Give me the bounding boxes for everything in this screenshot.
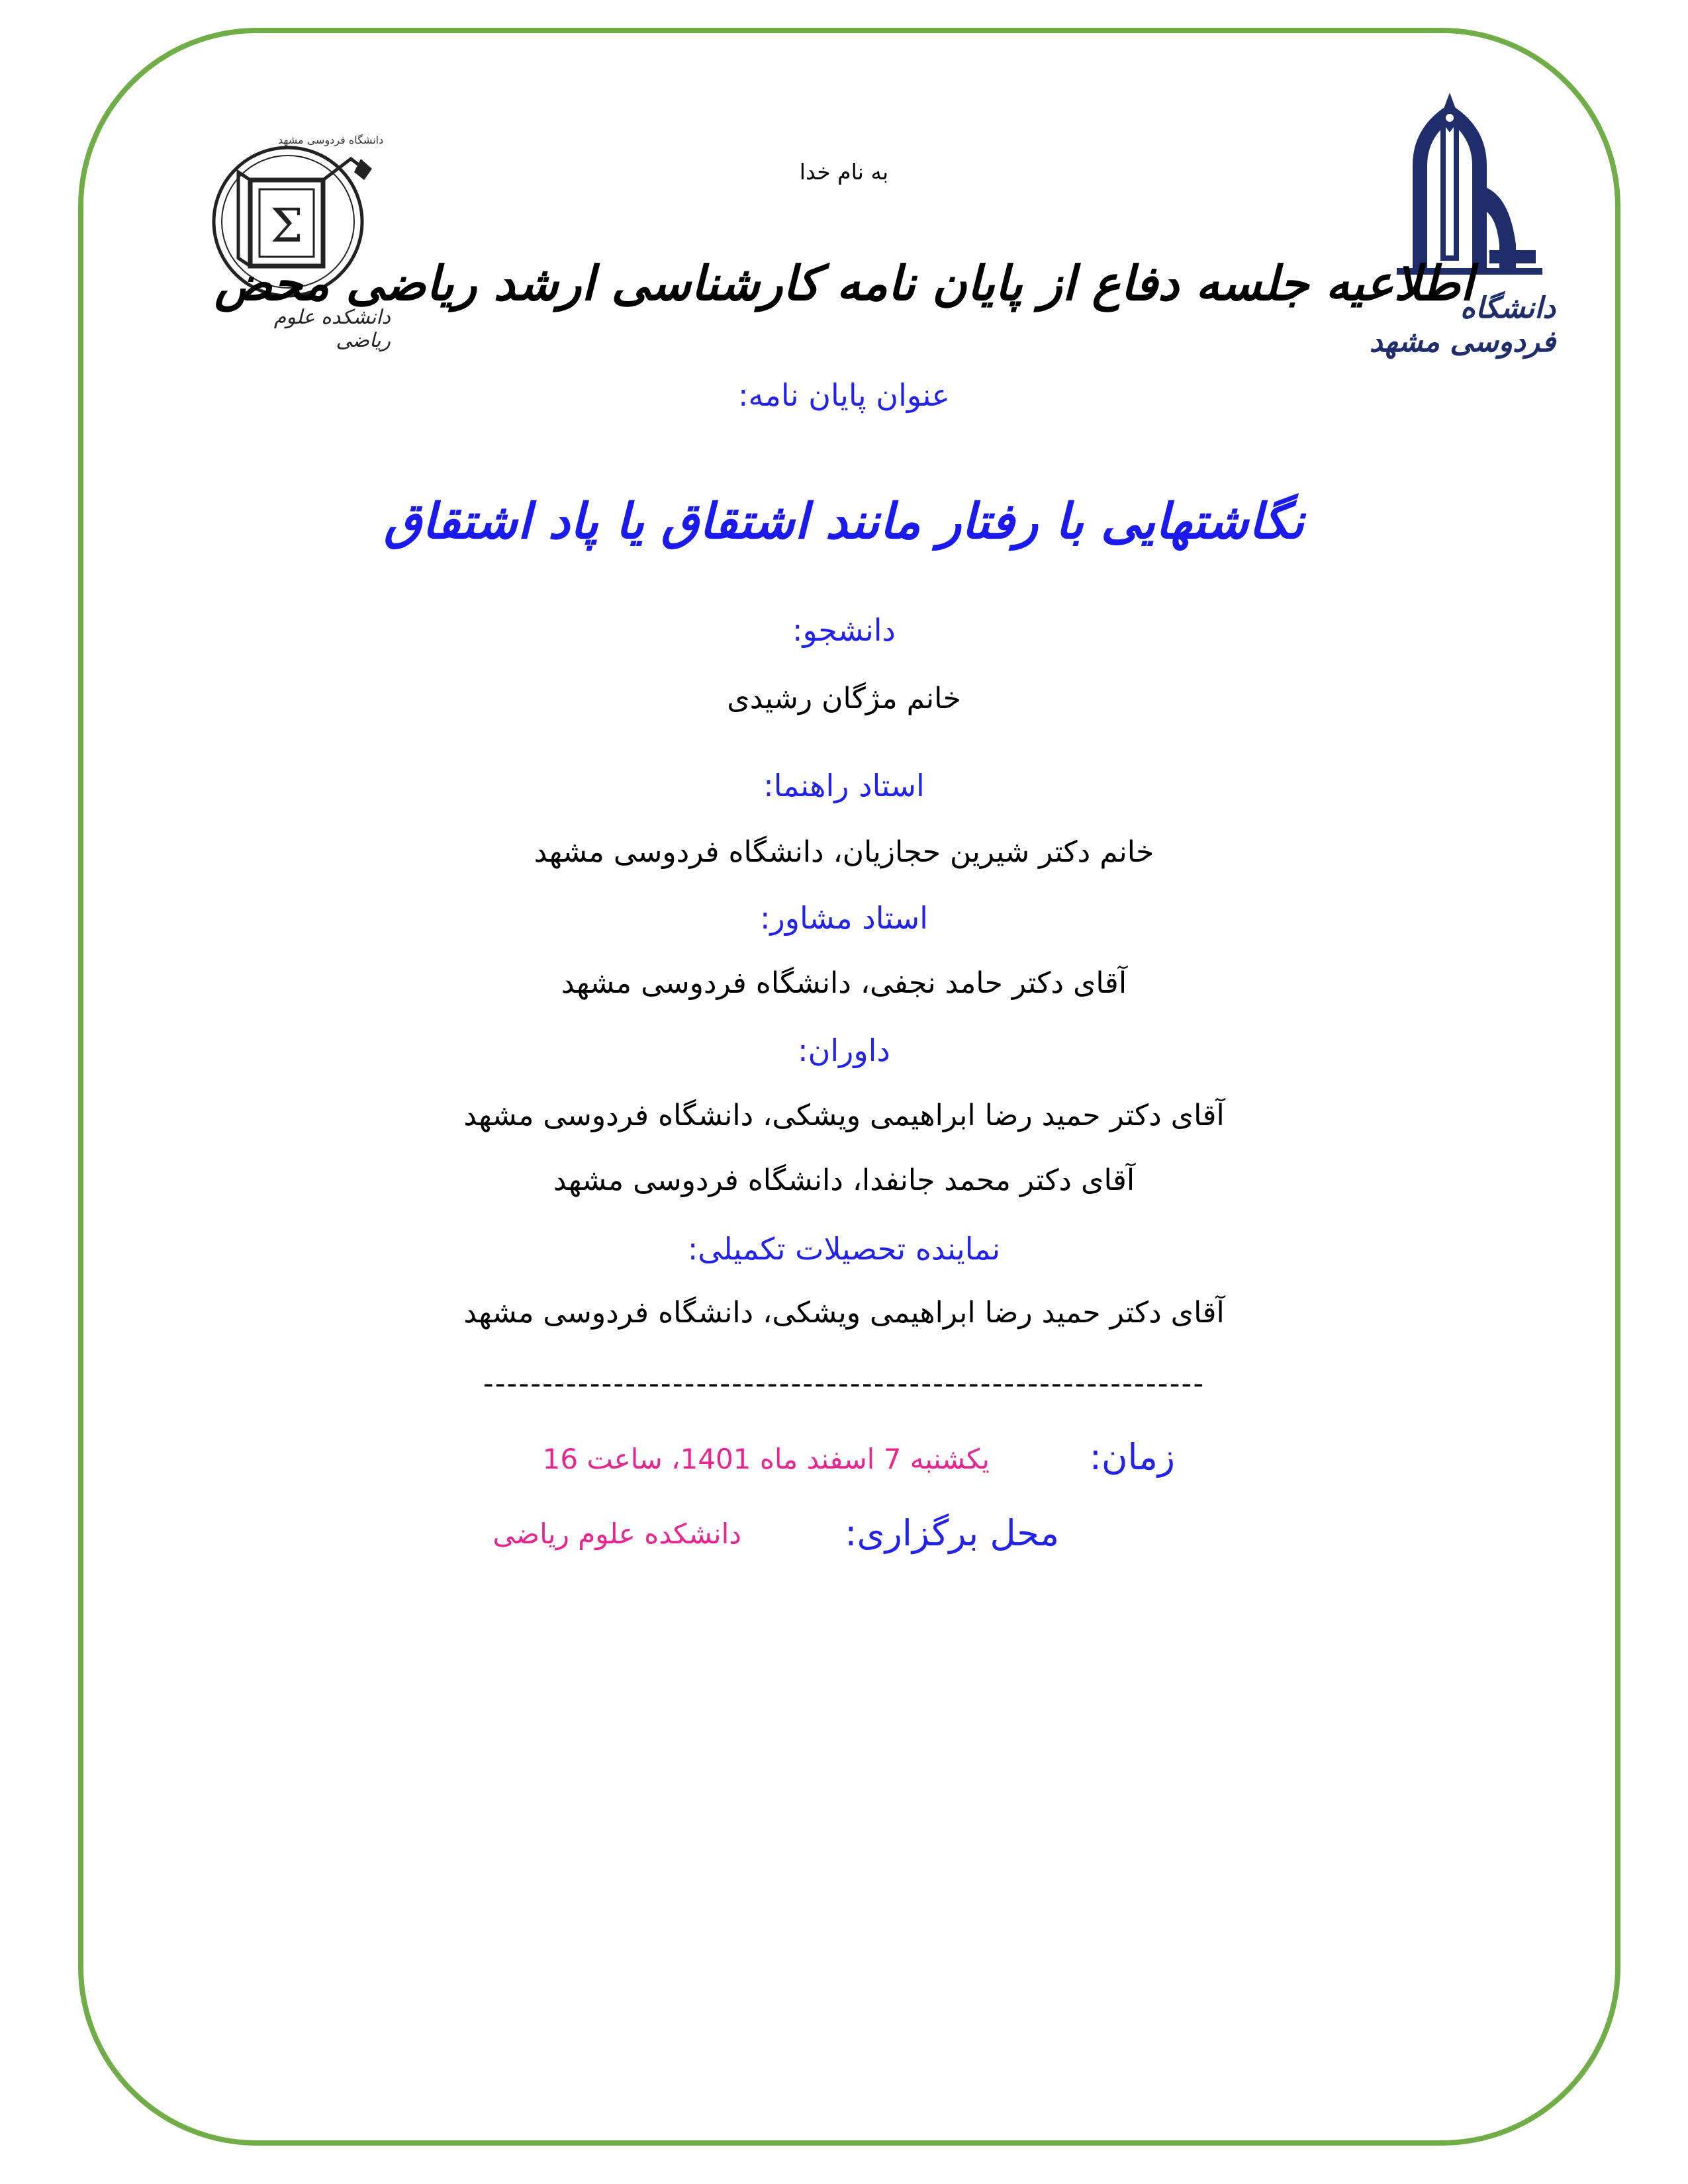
graduate-rep-label: نماینده تحصیلات تکمیلی: bbox=[687, 1231, 1001, 1267]
supervisor-label: استاد راهنما: bbox=[763, 768, 925, 803]
student-label: دانشجو: bbox=[792, 612, 896, 648]
advisor-name: آقای دکتر حامد نجفی، دانشگاه فردوسی مشهد bbox=[561, 966, 1127, 1000]
time-value: یکشنبه 7 اسفند ماه 1401، ساعت 16 bbox=[542, 1443, 990, 1475]
referee-name-2: آقای دکتر محمد جانفدا، دانشگاه فردوسی مشهد bbox=[553, 1163, 1135, 1197]
faculty-logo-text: دانشکده علوم ریاضی bbox=[273, 306, 391, 352]
announcement-title: اطلاعیه جلسه دفاع از پایان نامه کارشناسی ارشد ریاضی محض bbox=[214, 255, 1474, 311]
place-value: دانشکده علوم ریاضی bbox=[492, 1518, 741, 1550]
bismillah-text: به نام خدا bbox=[799, 159, 889, 185]
thesis-title: نگاشتهایی با رفتار مانند اشتقاق یا پاد اشتقاق bbox=[383, 493, 1305, 550]
place-label: محل برگزاری: bbox=[845, 1512, 1059, 1554]
referee-name-1: آقای دکتر حمید رضا ابراهیمی ویشکی، دانشگاه فردوسی مشهد bbox=[463, 1099, 1225, 1132]
separator-line: ------------------------------------------------------------- bbox=[483, 1367, 1205, 1400]
student-name: خانم مژگان رشیدی bbox=[727, 682, 961, 715]
referees-label: داوران: bbox=[798, 1032, 890, 1068]
svg-text:Σ: Σ bbox=[270, 199, 303, 253]
time-label: زمان: bbox=[1089, 1436, 1175, 1478]
graduate-rep-name: آقای دکتر حمید رضا ابراهیمی ویشکی، دانشگاه فردوسی مشهد bbox=[463, 1296, 1225, 1330]
thesis-title-label: عنوان پایان نامه: bbox=[738, 377, 950, 413]
faculty-logo-ring-text: دانشگاه فردوسی مشهد bbox=[278, 134, 384, 146]
supervisor-name: خانم دکتر شیرین حجازیان، دانشگاه فردوسی مشهد bbox=[534, 835, 1154, 869]
university-logo-text: دانشگاه فردوسی مشهد bbox=[1369, 291, 1556, 359]
advisor-label: استاد مشاور: bbox=[760, 900, 928, 936]
